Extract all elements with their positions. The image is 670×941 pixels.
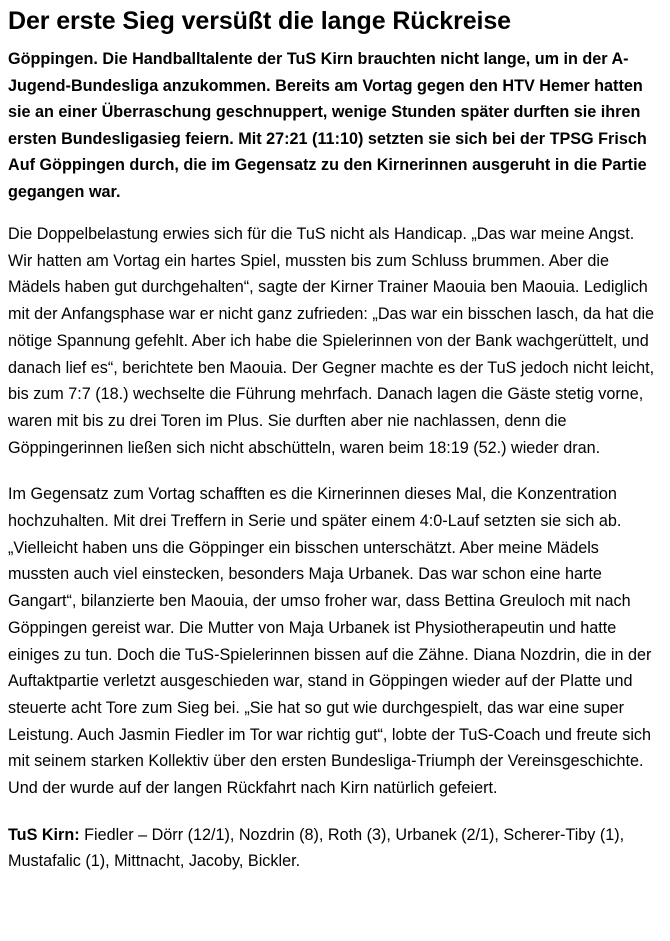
headline: Der erste Sieg versüßt die lange Rückreise — [8, 7, 511, 35]
roster-players: Fiedler – Dörr (12/1), Nozdrin (8), Roth (3), Urbanek (2/1), Scherer-Tiby (1), Mustafalic (1), Mittnacht, Jacoby, Bickler. — [8, 825, 625, 871]
body-paragraph-1: Die Doppelbelastung erwies sich für die TuS nicht als Handicap. „Das war meine Angst. Wir hatten am Vortag ein hartes Spiel, mussten bis zum Schluss brummen. Aber die Mädels haben gut durchgehalten“, sagte der Kirner Trainer Maouia ben Maouia. Lediglich mit der Anfangsphase war er nicht ganz zufrieden: „Das war ein bisschen lasch, da hat die nötige Spannung gefehlt. Aber ich habe die Spielerinnen von der Bank wachgerüttelt, und danach lief es“, berichtete ben Maouia. Der Gegner machte es der TuS jedoch nicht leicht, bis zum 7:7 (18.) wechselte die Führung mehrfach. Danach lagen die Gäste stetig vorne, waren mit bis zu drei Toren im Plus. Sie durften aber nie nachlassen, denn die Göppingerinnen ließen sich nicht abschütteln, waren beim 18:19 (52.) wieder dran. — [8, 225, 655, 457]
lead-paragraph: Göppingen. Die Handballtalente der TuS Kirn brauchten nicht lange, um in der A-Jugend-Bundesliga anzukommen. Bereits am Vortag gegen den HTV Hemer hatten sie an einer Überraschung geschnuppert, wenige Stunden später durften sie ihren ersten Bundesligasieg feiern. Mit 27:21 (11:10) setzten sie sich bei der TPSG Frisch Auf Göppingen durch, die im Gegensatz zu den Kirnerinnen ausgeruht in die Partie gegangen war. — [8, 50, 647, 201]
team-roster — [8, 822, 656, 875]
roster-label: TuS Kirn: — [8, 825, 80, 844]
body-paragraph-2: Im Gegensatz zum Vortag schafften es die Kirnerinnen dieses Mal, die Konzentration hochzuhalten. Mit drei Treffern in Serie und später einem 4:0-Lauf setzten sie sich ab. „Vielleicht haben uns die Göppinger ein bisschen unterschätzt. Aber meine Mädels mussten auch viel einstecken, besonders Maja Urbanek. Das war schon eine harte Gangart“, bilanzierte ben Maouia, der umso froher war, dass Bettina Greuloch mit nach Göppingen gereist war. Die Mutter von Maja Urbanek ist Physiotherapeutin und hatte einiges zu tun. Doch die TuS-Spielerinnen bissen auf die Zähne. Diana Nozdrin, die in der Auftaktpartie verletzt ausgeschieden war, stand in Göppingen wieder auf der Platte und steuerte acht Tore zum Sieg bei. „Sie hat so gut wie durchgespielt, das war eine super Leistung. Auch Jasmin Fiedler im Tor war richtig gut“, lobte der TuS-Coach und freute sich mit seinem starken Kollektiv über den ersten Bundesliga-Triumph der Vereinsgeschichte. Und der wurde auf der langen Rückfahrt nach Kirn natürlich gefeiert. — [8, 485, 652, 798]
